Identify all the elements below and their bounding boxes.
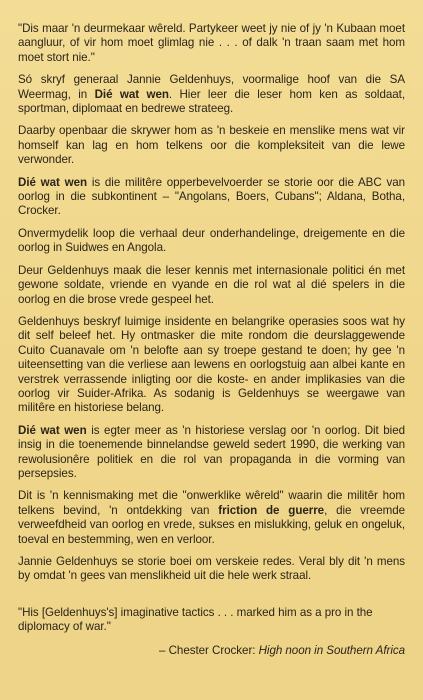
book-title: Dié wat wen <box>94 87 169 101</box>
opening-quote: "Dis maar 'n deurmekaar wêreld. Partykeer weet jy nie of jy 'n Kubaan moet aangluur, of vir hom moet glimlag nie . . . of dalk 'n traan saam met hom moet stort nie." <box>18 22 405 64</box>
paragraph-intro-text-1: Só skryf generaal Jannie Geldenhuys, voormalige hoof van die SA Weermag, in <box>18 73 405 101</box>
paragraph-abc-text: is die militêre opperbevelvoerder se storie oor die ABC van oorlog in die subkontinent – "Angolans, Boers, Cubans"; Aldana, Botha, Crocker. <box>18 175 406 218</box>
paragraph-unreal-world-text-2: , die vreemde verweefdheid van oorlog en vrede, sukses en mislukking, geluk en ongeluk, toeval en bestemming, wen en verloor. <box>18 503 406 546</box>
paragraph-intro-text-2: . Hier leer die leser hom ken as soldaat, sportman, diplomaat en bedrewe strateeg. <box>18 87 405 116</box>
friction-term: friction de guerre <box>218 503 325 517</box>
paragraph-operations: Geldenhuys beskryf luimige insidente en belangrike operasies soos wat hy dit self beleef het. Hy ontmasker die mite rondom die deurslaggewende Cuito Cuanavale om 'n belofte aan sy troepe gestand te doen; hy gee 'n uiteensetting van die verliese aan lewens en oorlogstuig aan albei kante en verstrek verrassende inligting oor die koste- en ander implikasies van die oorlog vir Suider-Afrika. As sodanig is Geldenhuys se weergawe van militêre en historiese belang. <box>18 314 405 415</box>
paragraph-author: Daarby openbaar die skrywer hom as 'n beskeie en menslike mens wat vir homself kan lag en hom telkens oor die kompleksiteit van die lewe verwonder. <box>18 124 405 167</box>
paragraph-abc <box>18 176 405 219</box>
book-title: Dié wat wen <box>18 423 87 437</box>
paragraph-negotiations: Onvermydelik loop die verhaal deur onderhandelinge, dreigemente en die oorlog in Suidwes en Angola. <box>18 226 405 255</box>
attribution-work: High noon in Southern Africa <box>258 643 405 657</box>
paragraph-politicians: Deur Geldenhuys maak die leser kennis met internasionale politici én met gewone soldate, vriende en vyande en die rol wat al dié spelers in die oorlog en die brose vrede gespeel het. <box>18 263 405 306</box>
paragraph-unreal-world-text-1: Dit is 'n kennismaking met die "onwerklike wêreld" waarin die militêr hom telkens bevind, 'n ontdekking van <box>18 489 405 517</box>
paragraph-intro <box>18 73 405 116</box>
paragraph-history <box>18 424 405 482</box>
review-quote: "His [Geldenhuys's] imaginative tactics . . . marked him as a pro in the diplomacy of war." <box>18 605 373 634</box>
paragraph-conclusion: Jannie Geldenhuys se storie boei om verskeie redes. Veral bly dit 'n mens by omdat 'n gees van menslikheid uit die hele werk straal. <box>18 555 405 583</box>
quote-attribution <box>18 644 405 658</box>
attribution-name: – Chester Crocker: <box>159 643 259 657</box>
paragraph-history-text: is egter meer as 'n historiese verslag oor 'n oorlog. Dit bied insig in die toenemende binnelandse geweld sedert 1990, die werking van rewolusionêre politiek en die rol van propaganda in die vorming van persepsies. <box>18 423 406 480</box>
paragraph-unreal-world <box>18 489 405 547</box>
book-title: Dié wat wen <box>18 175 88 189</box>
